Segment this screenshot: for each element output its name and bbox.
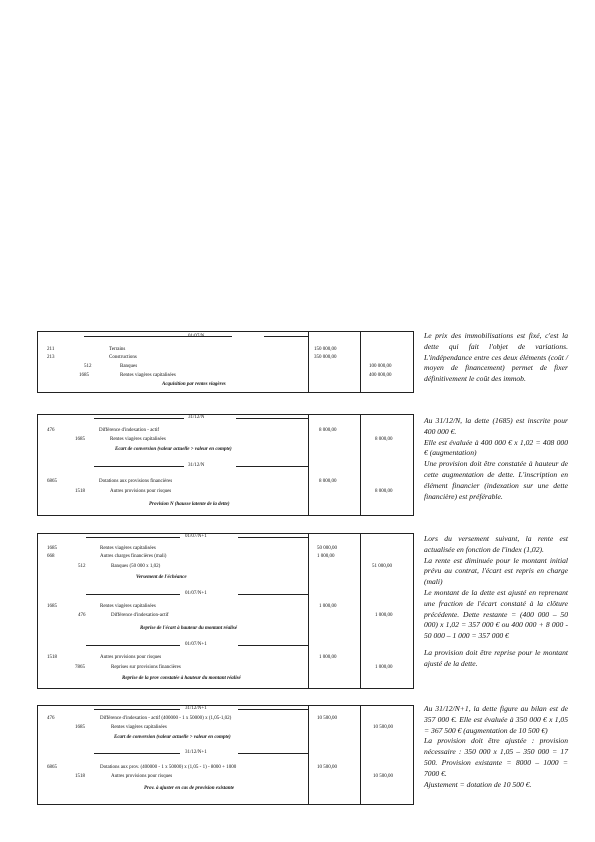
note-paragraph: La rente est diminuée pour le montant initial prévu au contrat, l'écart est repris en charge (mali) bbox=[424, 555, 568, 587]
line-label: Rentes viagères capitalisées bbox=[120, 373, 176, 378]
account-debit: 1518 bbox=[47, 655, 57, 660]
note-paragraph: Lors du versement suivant, la rente est actualisée en fonction de l'index (1,02). bbox=[424, 534, 568, 554]
explanation-note-2 bbox=[424, 416, 568, 502]
account-debit: 476 bbox=[47, 716, 55, 721]
account-debit: 213 bbox=[47, 355, 55, 360]
line-label: Reprises sur provisions financières bbox=[111, 665, 181, 670]
account-debit: 6865 bbox=[47, 765, 57, 770]
note-paragraph: Une provision doit être constatée à hauteur de cette augmentation de dette. L'inscription en élément financier (indexation sur une dette financière) est préférable. bbox=[424, 459, 568, 501]
entry-libelle: Ecart de conversion (valeur actuelle > valeur en compte) bbox=[114, 735, 231, 740]
journal-entry-block-3 bbox=[37, 533, 414, 689]
line-label: Rentes viagères capitalisées bbox=[111, 725, 167, 730]
explanation-note-1 bbox=[424, 331, 568, 385]
note-paragraph: Ajustement = dotation de 10 500 €. bbox=[424, 779, 532, 789]
line-label: Différence d'indexation - actif bbox=[99, 428, 160, 433]
note-paragraph: Elle est évaluée à 400 000 € x 1,02 = 408 000 € (augmentation) bbox=[424, 437, 568, 458]
entry-libelle: Reprise de la prov constatée à hauteur du montant réalisé bbox=[122, 676, 241, 681]
credit-amount: 1 000,00 bbox=[375, 613, 393, 618]
entry-date: 01/07/N+1 bbox=[185, 642, 207, 647]
account-debit: 6865 bbox=[47, 479, 57, 484]
account-credit: 7865 bbox=[75, 665, 85, 670]
account-debit: 1685 bbox=[47, 546, 57, 551]
line-label: Rentes viagères capitalisées bbox=[100, 546, 156, 551]
account-credit: 476 bbox=[78, 613, 86, 618]
credit-amount: 100 000,00 bbox=[369, 364, 392, 369]
entry-date: 01/07/N+1 bbox=[185, 534, 207, 539]
note-paragraph: Au 31/12/N, la dette (1685) est inscrite pour 400 000 €. bbox=[424, 416, 568, 436]
line-label: Terrains bbox=[109, 347, 126, 352]
entry-date: 31/12/N bbox=[188, 415, 205, 420]
entry-date: 31/12/N+1 bbox=[185, 706, 207, 711]
account-credit: 1685 bbox=[75, 437, 85, 442]
account-debit: 211 bbox=[47, 347, 55, 352]
line-label: Dotations aux prov. (400000 - 1 x 50000) x (1,05 - 1) - 8000 + 1000 bbox=[100, 765, 237, 770]
line-label: Autres provisions pour risques bbox=[111, 774, 173, 779]
credit-amount: 51 000,00 bbox=[372, 564, 392, 569]
entry-libelle: Reprise de l'écart à hauteur du montant réalisé bbox=[140, 626, 238, 631]
note-paragraph: Au 31/12/N+1, la dette figure au bilan est de 357 000 €. Elle est évaluée à 350 000 € x 1,05 = 367 500 € (augmentation de 10 500 €) bbox=[424, 704, 568, 735]
line-label: Rentes viagères capitalisées bbox=[110, 437, 166, 442]
entry-libelle: Prov. à ajuster en cas de provision existante bbox=[144, 786, 235, 791]
credit-amount: 10 500,00 bbox=[373, 774, 393, 779]
credit-amount: 8 000,00 bbox=[375, 489, 393, 494]
account-debit: 1685 bbox=[47, 604, 57, 609]
line-label: Rentes viagères capitalisées bbox=[100, 604, 156, 609]
entry-date: 01/07/N+1 bbox=[185, 591, 207, 596]
line-label: Banques bbox=[120, 364, 138, 369]
explanation-note-3 bbox=[424, 534, 568, 670]
credit-amount: 8 000,00 bbox=[375, 437, 393, 442]
debit-amount: 10 500,00 bbox=[317, 716, 337, 721]
debit-amount: 10 500,00 bbox=[317, 765, 337, 770]
journal-entry-block-2 bbox=[37, 414, 414, 516]
entry-date: 31/12/N+1 bbox=[185, 750, 207, 755]
line-label: Banques (50 000 x 1,02) bbox=[111, 564, 161, 569]
line-label: Autres charges financières (mali) bbox=[100, 554, 167, 559]
debit-amount: 1 000,00 bbox=[317, 554, 335, 559]
debit-amount: 150 000,00 bbox=[314, 347, 337, 352]
note-paragraph: Le montant de la dette est ajusté en reprenant une fraction de l'écart constaté à la clôture précédente. Dette restante = (400 000 – 50 000) x 1,02 = 357 000 € ou 400 000 + 8 000 - 50 000 – 1 000 = 357 000 € bbox=[424, 587, 568, 641]
credit-amount: 1 000,00 bbox=[375, 665, 393, 670]
line-label: Dotations aux provisions financières bbox=[99, 479, 173, 484]
line-label: Autres provisions pour risques bbox=[110, 489, 172, 494]
entry-libelle: Acquisition par rentes viagères bbox=[162, 382, 226, 387]
entry-libelle: Provision N (hausse latente de la dette) bbox=[149, 502, 230, 507]
debit-amount: 1 000,00 bbox=[319, 604, 337, 609]
account-credit: 512 bbox=[84, 364, 92, 369]
entry-date: 01/07/N bbox=[188, 334, 205, 339]
entry-libelle: Ecart de conversion (valeur actuelle > valeur en compte) bbox=[115, 447, 232, 452]
debit-amount: 8 000,00 bbox=[319, 479, 337, 484]
explanation-note-4 bbox=[424, 704, 568, 790]
note-paragraph: Le prix des immobilisations est fixé, c'est la dette qui fait l'objet de variations. L'indépendance entre ces deux éléments (coût / moyen de financement) permet de fixer définitivement le coût des immob. bbox=[424, 331, 568, 384]
note-paragraph: La provision doit être ajustée : provision nécessaire : 350 000 x 1,05 – 350 000 = 17 500. Provision existante = 8000 – 1000 = 7000 €. bbox=[424, 736, 568, 778]
line-label: Différence d'indexation-actif bbox=[111, 613, 169, 618]
account-debit: 668 bbox=[47, 554, 55, 559]
credit-amount: 10 500,00 bbox=[373, 725, 393, 730]
journal-entry-block-1 bbox=[37, 331, 414, 393]
account-credit: 1685 bbox=[79, 373, 89, 378]
note-paragraph: La provision doit être reprise pour le montant ajusté de la dette. bbox=[424, 647, 568, 668]
entry-libelle: Versement de l'échéance bbox=[136, 575, 187, 580]
debit-amount: 1 000,00 bbox=[319, 655, 337, 660]
debit-amount: 50 000,00 bbox=[317, 546, 337, 551]
debit-amount: 350 000,00 bbox=[314, 355, 337, 360]
journal-entry-block-4 bbox=[37, 705, 414, 805]
account-credit: 1518 bbox=[75, 774, 85, 779]
account-credit: 1685 bbox=[75, 725, 85, 730]
account-credit: 512 bbox=[78, 564, 86, 569]
entry-date: 31/12/N bbox=[188, 463, 205, 468]
line-label: Constructions bbox=[109, 355, 137, 360]
line-label: Différence d'indexation - actif (400000 - 1 x 50000) x (1,05-1,02) bbox=[100, 716, 232, 721]
account-debit: 476 bbox=[47, 428, 55, 433]
line-label: Autres provisions pour risques bbox=[100, 655, 162, 660]
credit-amount: 400 000,00 bbox=[369, 373, 392, 378]
account-credit: 1518 bbox=[75, 489, 85, 494]
debit-amount: 8 000,00 bbox=[319, 428, 337, 433]
